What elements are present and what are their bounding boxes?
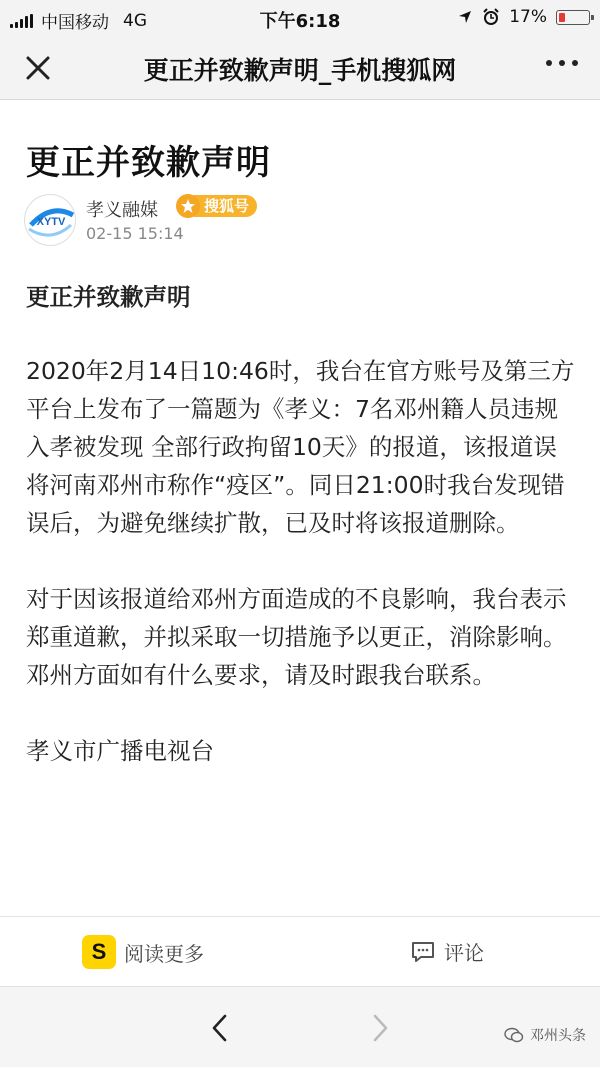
- sohu-logo-icon: S: [82, 935, 116, 969]
- xytv-logo-icon: [25, 195, 76, 246]
- comment-label: 评论: [444, 941, 484, 965]
- comment-button[interactable]: [410, 937, 484, 966]
- star-icon: [176, 194, 200, 218]
- comment-icon: [410, 940, 436, 964]
- badge-label: 搜狐号: [194, 195, 257, 217]
- status-right: [457, 7, 590, 27]
- sohu-account-badge: [176, 194, 257, 218]
- network-label: 4G: [123, 10, 147, 31]
- watermark: [504, 1025, 586, 1045]
- post-time: 02-15 15:14: [86, 224, 184, 243]
- forward-arrow-icon[interactable]: [368, 1013, 392, 1043]
- back-arrow-icon[interactable]: [208, 1013, 232, 1043]
- wechat-icon: [504, 1027, 524, 1043]
- paragraph-1: 2020年2月14日10:46时，我台在官方账号及第三方平台上发布了一篇题为《孝义：7名邓州籍人员违规入孝被发现 全部行政拘留10天》的报道，该报道误将河南邓州市称作“疫区”。同日21:00时我台发现错误后，为避免继续扩散，已及时将该报道删除。: [26, 357, 575, 537]
- author-name[interactable]: 孝义融媒: [86, 200, 158, 221]
- page-title: 更正并致歉声明_手机搜狐网: [143, 56, 457, 85]
- paragraph-2: 对于因该报道给邓州方面造成的不良影响，我台表示郑重道歉，并拟采取一切措施予以更正，消除影响。邓州方面如有什么要求，请及时跟我台联系。: [26, 585, 567, 689]
- article-subheading: 更正并致歉声明: [26, 283, 191, 311]
- battery-percent: 17%: [509, 7, 547, 27]
- close-icon[interactable]: [24, 54, 52, 82]
- watermark-text: 邓州头条: [530, 1028, 586, 1044]
- status-bar: [0, 0, 600, 36]
- avatar[interactable]: [24, 194, 76, 246]
- read-more-button[interactable]: [82, 935, 204, 969]
- article-body: [26, 278, 578, 808]
- nav-bar: [0, 36, 600, 100]
- carrier-label: 中国移动: [41, 13, 109, 33]
- battery-icon: [556, 10, 590, 25]
- read-more-label: 阅读更多: [124, 941, 204, 966]
- browser-bottom-nav: [0, 986, 600, 1067]
- more-icon[interactable]: [546, 60, 578, 66]
- clock: 下午6:18: [259, 11, 341, 32]
- avatar-text: XYTV: [36, 216, 66, 228]
- signature: 孝义市广播电视台: [26, 737, 214, 765]
- alarm-icon: [482, 8, 500, 26]
- article: [0, 100, 600, 916]
- action-bar: [0, 916, 600, 986]
- author-row: [24, 192, 524, 248]
- location-icon: [457, 9, 473, 25]
- article-headline: 更正并致歉声明: [26, 143, 271, 183]
